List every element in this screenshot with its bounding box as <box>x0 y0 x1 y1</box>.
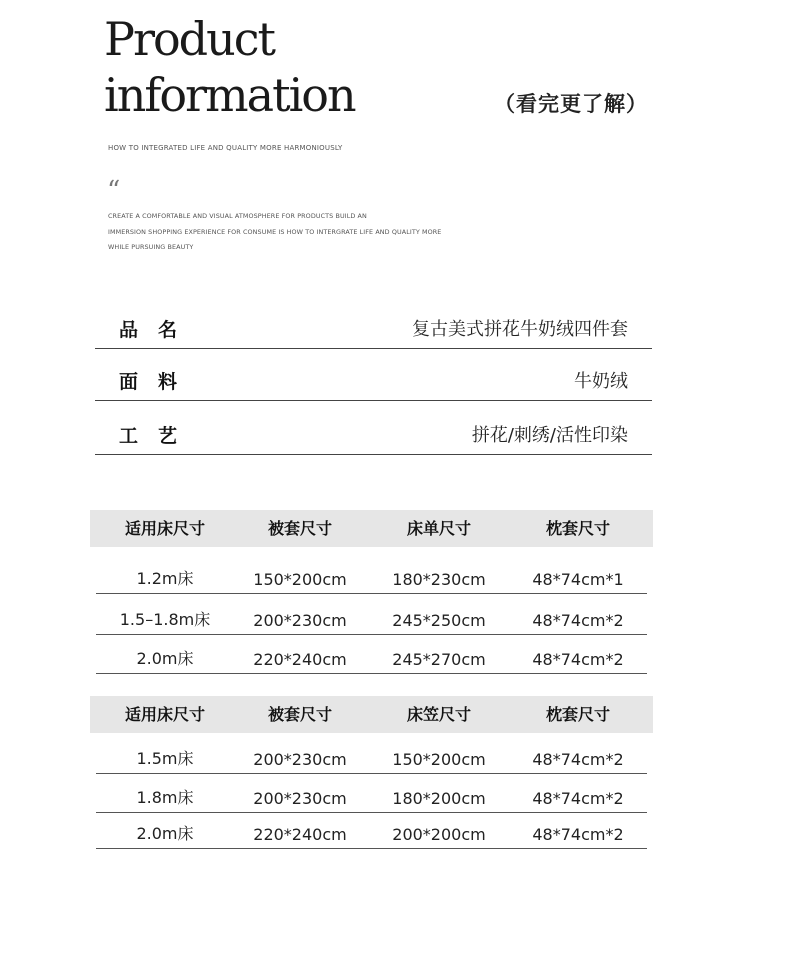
table-cell: 48*74cm*2 <box>532 611 624 630</box>
table-cell: 200*230cm <box>253 789 347 808</box>
header-cell: 被套尺寸 <box>267 519 332 538</box>
info-value: 复古美式拼花牛奶绒四件套 <box>412 319 628 340</box>
table-row <box>96 635 647 674</box>
see-all-note: （看完更了解） <box>494 92 648 116</box>
header-cell: 适用床尺寸 <box>124 705 205 724</box>
info-row-fabric <box>95 348 652 401</box>
header-cell: 被套尺寸 <box>267 705 332 724</box>
table-cell: 48*74cm*2 <box>532 825 624 844</box>
table-cell: 180*200cm <box>392 789 486 808</box>
title-line-1: Product <box>104 12 274 66</box>
table-cell: 220*240cm <box>253 650 347 669</box>
table-cell: 48*74cm*2 <box>532 750 624 769</box>
table-cell: 1.8m床 <box>136 788 194 807</box>
description-line: CREATE A COMFORTABLE AND VISUAL ATMOSPHERE FOR PRODUCTS BUILD AN <box>108 212 367 220</box>
description <box>108 209 441 256</box>
table-header <box>90 510 653 547</box>
table-cell: 1.2m床 <box>136 569 194 588</box>
header-cell: 床笠尺寸 <box>406 705 471 724</box>
table-cell: 2.0m床 <box>136 649 194 668</box>
table-row <box>96 813 647 849</box>
header-cell: 枕套尺寸 <box>545 519 610 538</box>
subtitle: HOW TO INTEGRATED LIFE AND QUALITY MORE HARMONIOUSLY <box>108 144 343 152</box>
table-row <box>96 547 647 594</box>
title-line-2: information <box>104 68 355 122</box>
table-cell: 245*270cm <box>392 650 486 669</box>
table-cell: 200*230cm <box>253 750 347 769</box>
table-cell: 150*200cm <box>253 570 347 589</box>
info-row-name <box>95 296 652 349</box>
table-row <box>96 594 647 635</box>
table-cell: 200*230cm <box>253 611 347 630</box>
header-cell: 适用床尺寸 <box>124 519 205 538</box>
table-cell: 1.5m床 <box>136 749 194 768</box>
table-row <box>96 733 647 774</box>
info-row-craft <box>95 402 652 455</box>
description-line: WHILE PURSUING BEAUTY <box>108 243 194 251</box>
table-cell: 220*240cm <box>253 825 347 844</box>
description-line: IMMERSION SHOPPING EXPERIENCE FOR CONSUME IS HOW TO INTERGRATE LIFE AND QUALITY MORE <box>108 227 442 236</box>
header-cell: 枕套尺寸 <box>545 705 610 724</box>
table-cell: 180*230cm <box>392 570 486 589</box>
table-cell: 48*74cm*2 <box>532 789 624 808</box>
table-header <box>90 696 653 733</box>
size-table-fitted <box>90 696 653 844</box>
info-value: 拼花/刺绣/活性印染 <box>471 425 628 446</box>
table-cell: 2.0m床 <box>136 824 194 843</box>
table-cell: 48*74cm*2 <box>532 650 624 669</box>
size-table-sheet <box>90 510 653 669</box>
table-cell: 1.5–1.8m床 <box>119 610 211 629</box>
info-label: 品名 <box>119 319 198 341</box>
table-row <box>96 774 647 813</box>
table-cell: 200*200cm <box>392 825 486 844</box>
info-label: 面料 <box>119 371 198 393</box>
table-cell: 150*200cm <box>392 750 486 769</box>
quote-icon: “ <box>107 176 121 206</box>
header-cell: 床单尺寸 <box>406 519 471 538</box>
info-value: 牛奶绒 <box>574 371 628 392</box>
table-cell: 48*74cm*1 <box>532 570 624 589</box>
table-cell: 245*250cm <box>392 611 486 630</box>
info-label: 工艺 <box>119 425 198 447</box>
